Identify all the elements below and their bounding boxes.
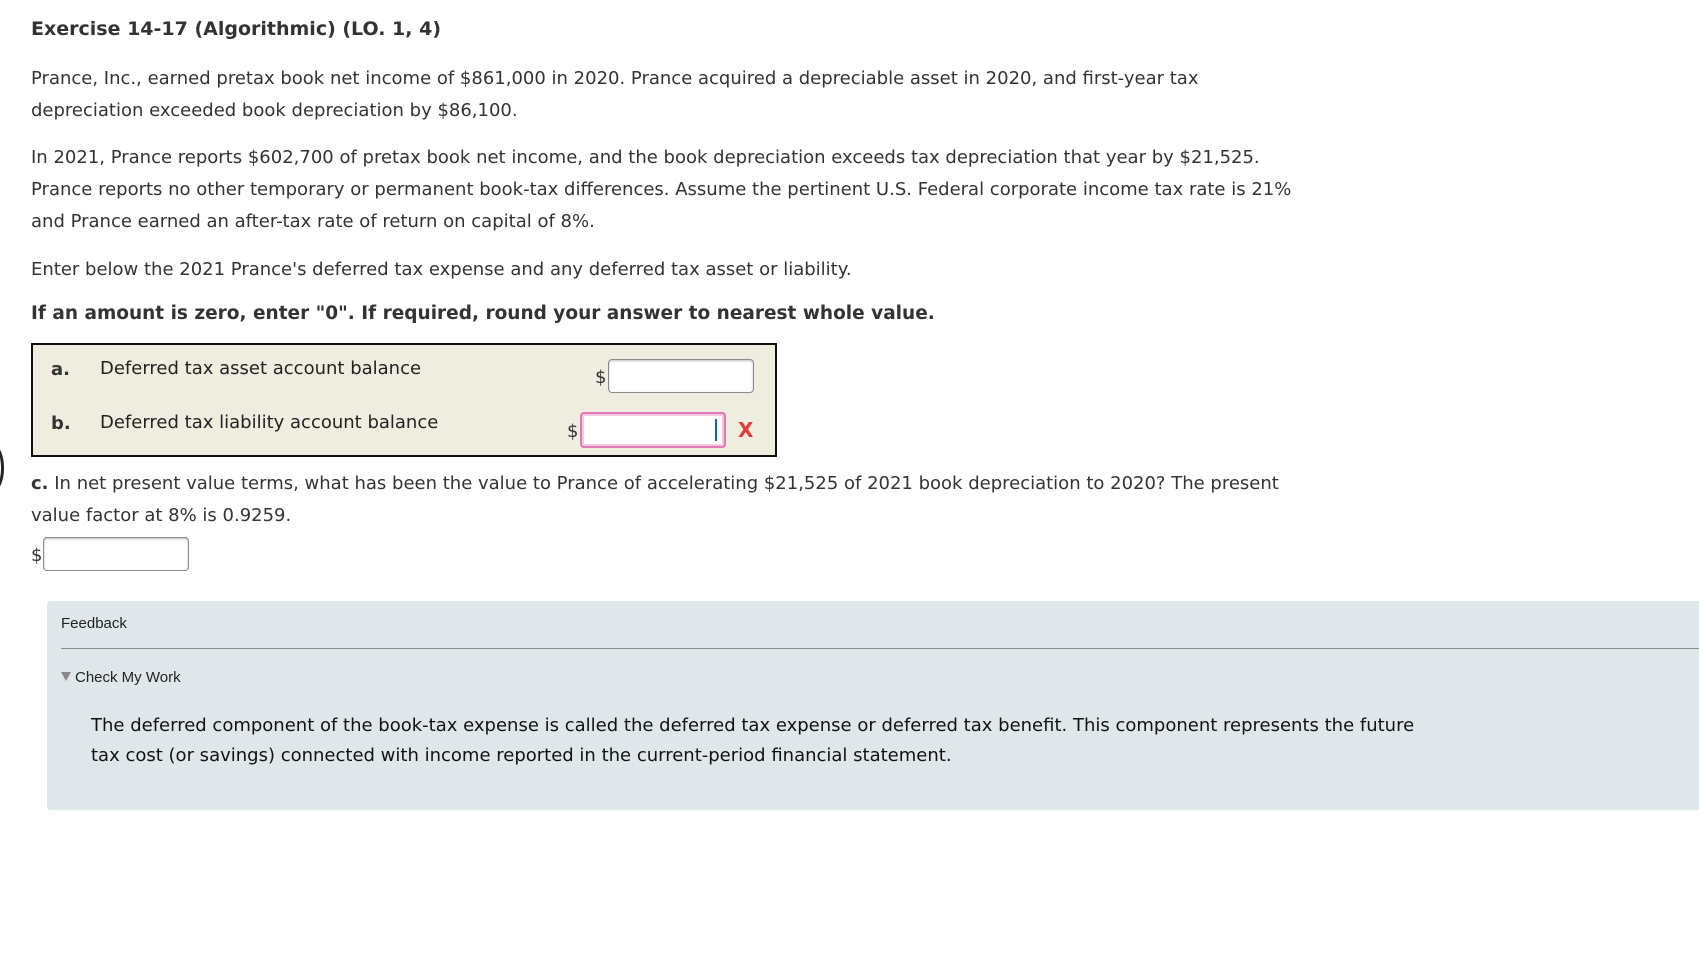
problem-paragraph-1-line-2: depreciation exceeded book depreciation by $86,100. [31, 100, 518, 121]
incorrect-x-icon: X [738, 418, 754, 442]
part-c-question-text-1: In net present value terms, what has been the value to Prance of accelerating $21,525 of 2021 book depreciation to 2020? The present [54, 473, 1279, 494]
check-my-work-label: Check My Work [75, 669, 181, 686]
part-c-currency: $ [31, 545, 43, 566]
problem-paragraph-2-line-2: Prance reports no other temporary or permanent book-tax differences. Assume the pertinent U.S. Federal corporate income tax rate is 21% [31, 179, 1292, 200]
text-caret [715, 419, 717, 441]
part-c-question-line-1 [31, 468, 1351, 500]
row-b-currency: $ [567, 421, 579, 442]
problem-paragraph-2-line-3: and Prance earned an after-tax rate of return on capital of 8%. [31, 211, 595, 232]
part-c-question-line-2: value factor at 8% is 0.9259. [31, 505, 292, 526]
problem-paragraph-2 [31, 142, 1351, 238]
feedback-divider [61, 648, 1699, 649]
part-c-letter: c. [31, 473, 49, 494]
deferred-tax-asset-input[interactable] [608, 359, 754, 393]
exercise-title: Exercise 14-17 (Algorithmic) (LO. 1, 4) [31, 18, 442, 40]
instruction-text: If an amount is zero, enter "0". If required, round your answer to nearest whole value. [31, 303, 935, 324]
deferred-tax-liability-input[interactable] [580, 412, 726, 448]
feedback-panel [47, 601, 1699, 810]
npv-value-input[interactable] [43, 537, 189, 571]
row-a-currency: $ [595, 367, 607, 388]
deferred-tax-asset-label: Deferred tax asset account balance [100, 358, 422, 379]
check-my-work-toggle[interactable] [61, 669, 181, 686]
prompt-text: Enter below the 2021 Prance's deferred tax expense and any deferred tax asset or liability. [31, 259, 852, 280]
deferred-tax-liability-label: Deferred tax liability account balance [100, 412, 439, 433]
row-b-letter: b. [51, 413, 71, 434]
row-a-letter: a. [51, 359, 70, 380]
problem-paragraph-2-line-1: In 2021, Prance reports $602,700 of pretax book net income, and the book depreciation exceeds tax depreciation that year by $21,525. [31, 147, 1260, 168]
edge-arc-decoration [0, 446, 4, 490]
feedback-text-line-2: tax cost (or savings) connected with income reported in the current-period financial statement. [91, 745, 952, 766]
feedback-heading: Feedback [61, 615, 127, 632]
answer-table [31, 343, 777, 457]
problem-paragraph-1 [31, 63, 1351, 127]
problem-paragraph-1-line-1: Prance, Inc., earned pretax book net income of $861,000 in 2020. Prance acquired a depreciable asset in 2020, and first-year tax [31, 68, 1199, 89]
feedback-text-line-1: The deferred component of the book-tax expense is called the deferred tax expense or deferred tax benefit. This component represents the future [91, 715, 1415, 736]
feedback-text [91, 711, 1511, 771]
triangle-down-icon [61, 672, 71, 681]
part-c-question [31, 468, 1351, 532]
